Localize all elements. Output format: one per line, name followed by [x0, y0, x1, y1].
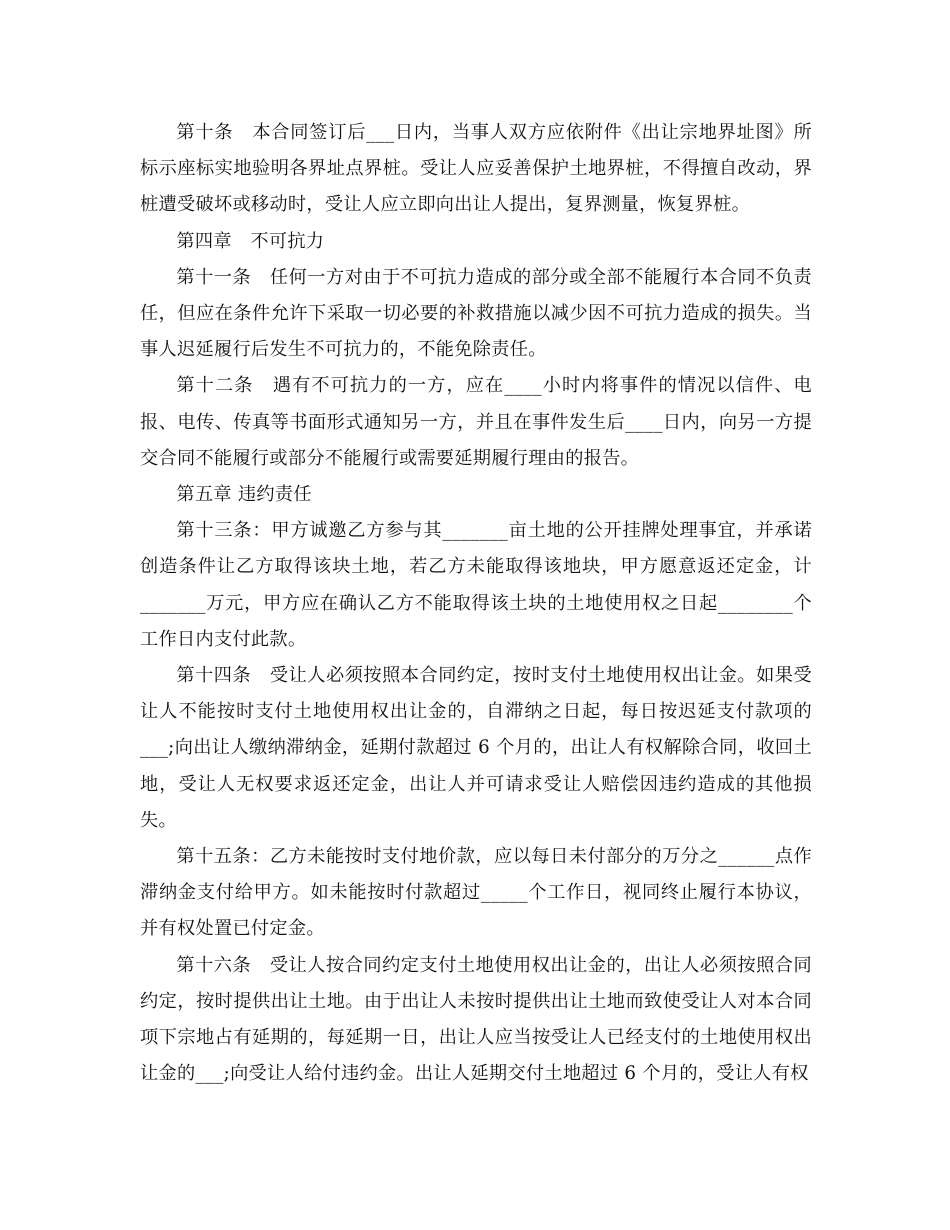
document-body	[140, 115, 812, 1092]
article-16-paragraph: 第十六条 受让人按合同约定支付土地使用权出让金的，出让人必须按照合同约定，按时提供出让土地。由于出让人未按时提供出让土地而致使受让人对本合同项下宗地占有延期的，每延期一日，出让人应当按受让人已经支付的土地使用权出让金的___;向受让人给付违约金。出让人延期交付土地超过 6 个月的，受让人有权	[140, 954, 812, 1085]
article-13-paragraph: 第十三条：甲方诚邀乙方参与其_______亩土地的公开挂牌处理事宜，并承诺创造条件让乙方取得该块土地，若乙方未能取得该地块，甲方愿意返还定金，计_______万元，甲方应在确认乙方不能取得该土块的土地使用权之日起________个工作日内支付此款。	[140, 520, 812, 650]
article-14-paragraph: 第十四条 受让人必须按照本合同约定，按时支付土地使用权出让金。如果受让人不能按时支付土地使用权出让金的，自滞纳之日起，每日按迟延支付款项的___;向出让人缴纳滞纳金，延期付款超过 6 个月的，出让人有权解除合同，收回土地，受让人无权要求返还定金，出让人并可请求受让人赔偿因违约造成的其他损失。	[140, 665, 812, 831]
article-10-paragraph: 第十条 本合同签订后___日内，当事人双方应依附件《出让宗地界址图》所标示座标实地验明各界址点界桩。受让人应妥善保护土地界桩，不得擅自改动，界桩遭受破坏或移动时，受让人应立即向出让人提出，复界测量，恢复界桩。	[140, 122, 812, 216]
article-15-paragraph: 第十五条：乙方未能按时支付地价款，应以每日未付部分的万分之______点作滞纳金支付给甲方。如未能按时付款超过_____个工作日，视同终止履行本协议，并有权处置已付定金。	[140, 846, 812, 940]
chapter-4-heading: 第四章 不可抗力	[176, 230, 325, 252]
chapter-5-heading: 第五章 违约责任	[176, 484, 312, 506]
article-12-paragraph: 第十二条 遇有不可抗力的一方，应在____小时内将事件的情况以信件、电报、电传、传真等书面形式通知另一方，并且在事件发生后____日内，向另一方提交合同不能履行或部分不能履行或需要延期履行理由的报告。	[140, 375, 812, 469]
article-11-paragraph: 第十一条 任何一方对由于不可抗力造成的部分或全部不能履行本合同不负责任，但应在条件允许下采取一切必要的补救措施以减少因不可抗力造成的损失。当事人迟延履行后发生不可抗力的，不能免除责任。	[140, 266, 812, 361]
